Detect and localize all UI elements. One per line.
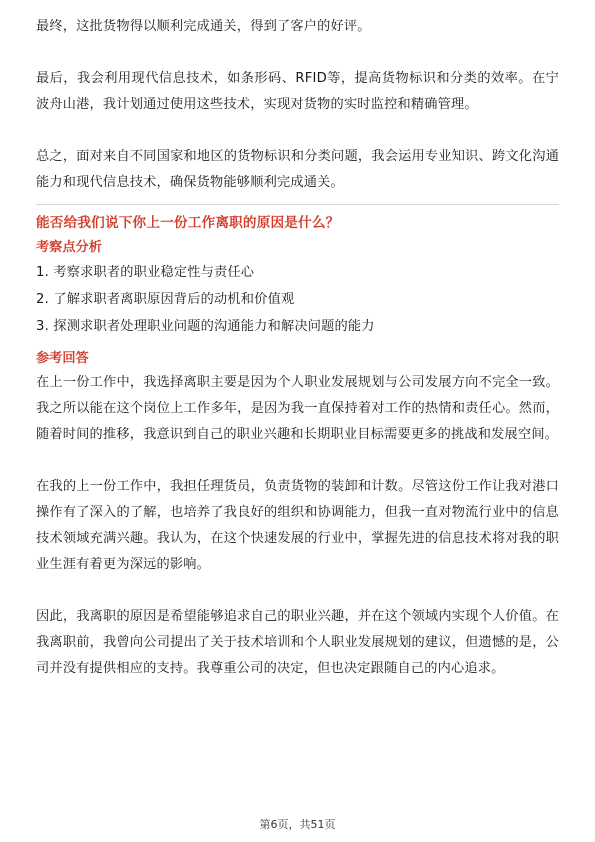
page-number: 第6页，共51页 [259,818,336,831]
document-page [36,14,559,682]
intro-paragraph: 最后，我会利用现代信息技术，如条形码、RFID等，提高货物标识和分类的效率。在宁波舟山港，我计划通过使用这些技术，实现对货物的实时监控和精确管理。 [36,71,559,112]
intro-paragraph: 最终，这批货物得以顺利完成通关，得到了客户的好评。 [36,19,371,34]
section-divider [36,204,559,205]
intro-section [36,14,559,196]
intro-paragraph: 总之，面对来自不同国家和地区的货物标识和分类问题，我会运用专业知识、跨文化沟通能力和现代信息技术，确保货物能够顺利完成通关。 [36,149,559,190]
answer-paragraph: 因此，我离职的原因是希望能够追求自己的职业兴趣，并在这个领域内实现个人价值。在我离职前，我曾向公司提出了关于技术培训和个人职业发展规划的建议，但遗憾的是，公司并没有提供相应的支持。我尊重公司的决定，但也决定跟随自己的内心追求。 [36,609,559,676]
answer-paragraph: 在我的上一份工作中，我担任理货员，负责货物的装卸和计数。尽管这份工作让我对港口操作有了深入的了解，也培养了我良好的组织和协调能力，但我一直对物流行业中的信息技术领域充满兴趣。我认为，在这个快速发展的行业中，掌握先进的信息技术将对我的职业生涯有着更为深远的影响。 [36,479,559,572]
answer-title: 参考回答 [36,351,89,366]
analysis-item: 2. 了解求职者离职原因背后的动机和价值观 [36,292,295,307]
answer-paragraph: 在上一份工作中，我选择离职主要是因为个人职业发展规划与公司发展方向不完全一致。我之所以能在这个岗位上工作多年，是因为我一直保持着对工作的热情和责任心。然而，随着时间的推移，我意识到自己的职业兴趣和长期职业目标需要更多的挑战和发展空间。 [36,375,559,442]
analysis-item: 1. 考察求职者的职业稳定性与责任心 [36,265,255,280]
answer-section [36,370,559,682]
analysis-title: 考察点分析 [36,240,102,255]
page-footer [0,816,595,832]
analysis-list [36,259,559,340]
analysis-item: 3. 探测求职者处理职业问题的沟通能力和解决问题的能力 [36,319,375,334]
question-heading: 能否给我们说下你上一份工作离职的原因是什么？ [36,215,340,231]
